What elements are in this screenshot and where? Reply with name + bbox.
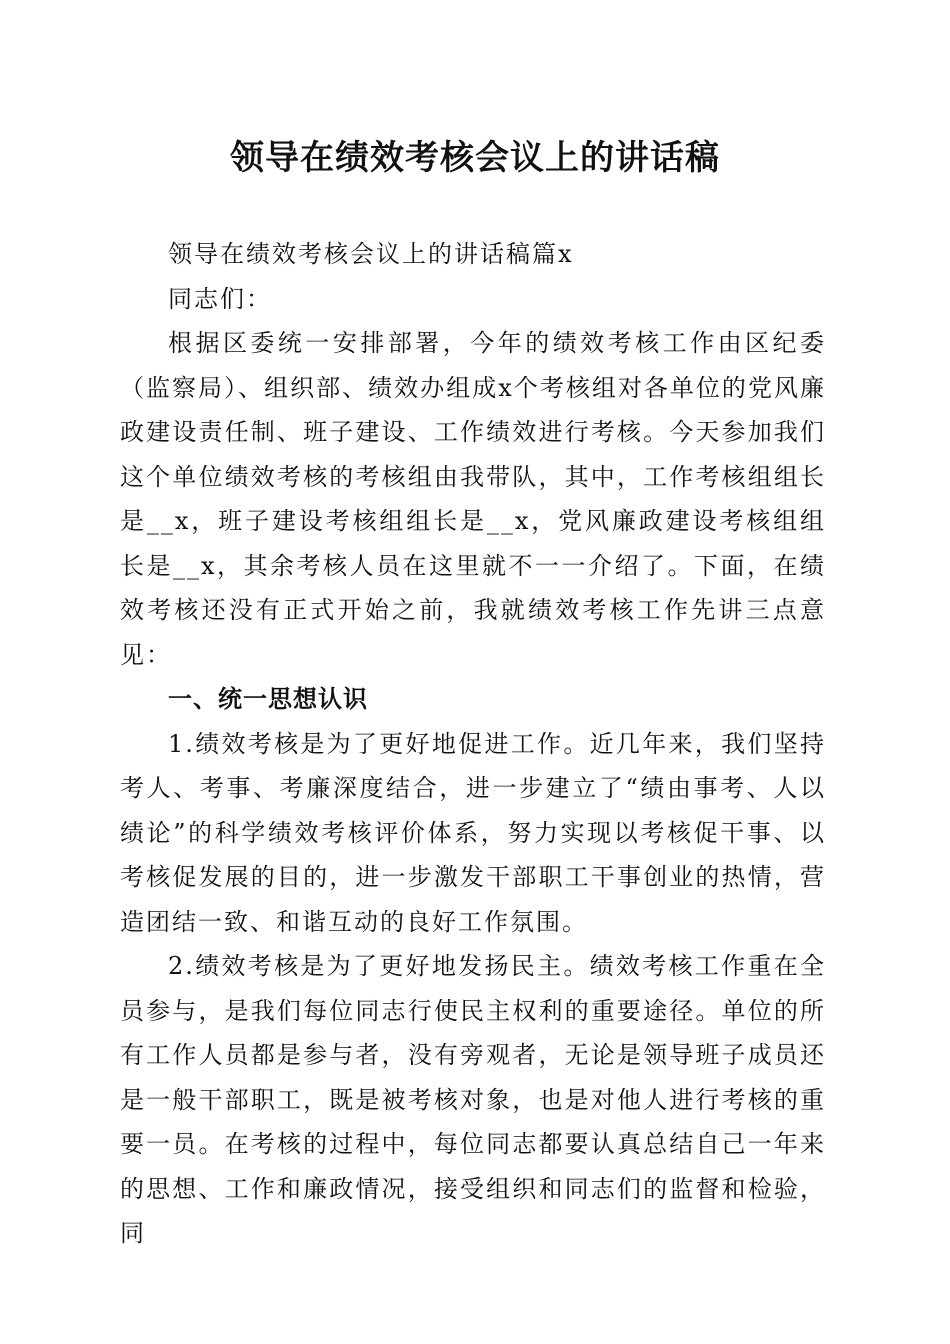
subtitle-paragraph: 领导在绩效考核会议上的讲话稿篇x	[168, 240, 574, 268]
point-paragraph-2: 2.绩效考核是为了更好地发扬民主。绩效考核工作重在全员参与，是我们每位同志行使民主权利的重要途径。单位的所有工作人员都是参与者，没有旁观者，无论是领导班子成员还是一般干部职工，既是被考核对象，也是对他人进行考核的重要一员。在考核的过程中，每位同志都要认真总结自己一年来的思想、工作和廉政情况，接受组织和同志们的监督和检验，同	[120, 952, 826, 1247]
section-heading: 一、统一思想认识	[168, 685, 368, 713]
intro-paragraph: 根据区委统一安排部署，今年的绩效考核工作由区纪委（监察局）、组织部、绩效办组成x个考核组对各单位的党风廉政建设责任制、班子建设、工作绩效进行考核。今天参加我们这个单位绩效考核的考核组由我带队，其中，工作考核组组长是__x，班子建设考核组组长是__x，党风廉政建设考核组组长是__x，其余考核人员在这里就不一一介绍了。下面，在绩效考核还没有正式开始之前，我就绩效考核工作先讲三点意见：	[120, 329, 826, 669]
document-title: 领导在绩效考核会议上的讲话稿	[230, 138, 720, 178]
point-paragraph-1: 1.绩效考核是为了更好地促进工作。近几年来，我们坚持考人、考事、考廉深度结合，进一步建立了“绩由事考、人以绩论”的科学绩效考核评价体系，努力实现以考核促干事、以考核促发展的目的，进一步激发干部职工干事创业的热情，营造团结一致、和谐互动的良好工作氛围。	[120, 729, 826, 936]
salutation-paragraph: 同志们：	[168, 284, 272, 313]
document-body	[120, 232, 826, 1256]
